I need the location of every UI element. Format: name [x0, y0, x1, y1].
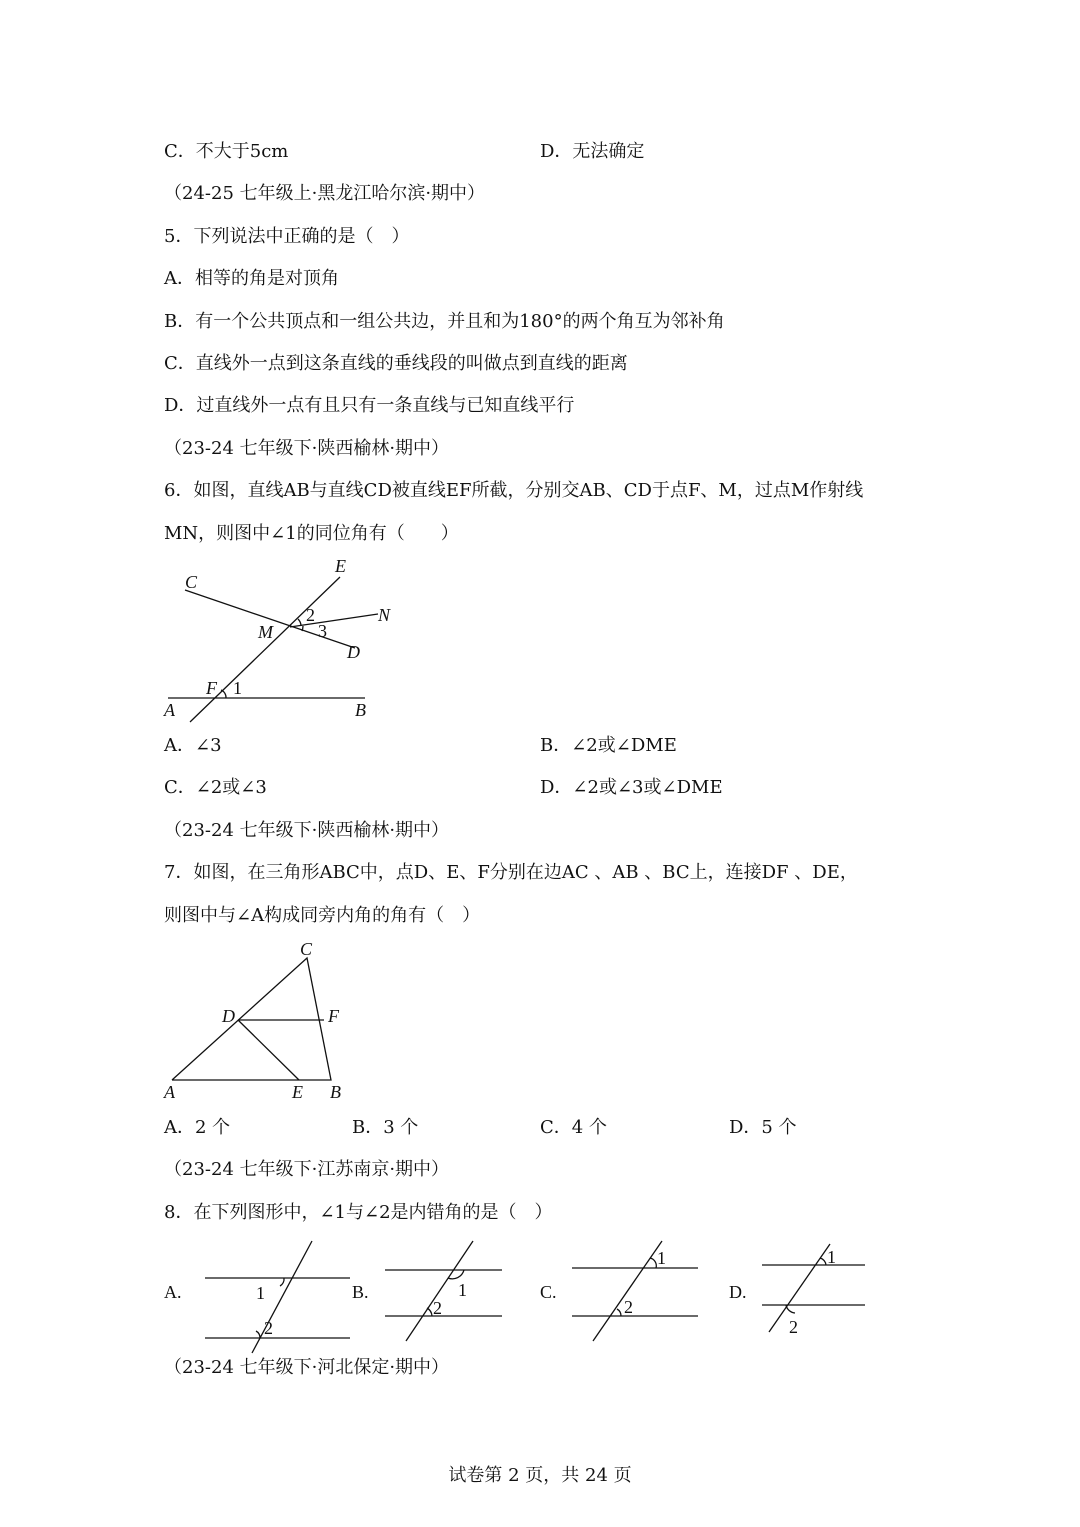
next-question-source: （23-24 七年级下·河北保定·期中） — [164, 1357, 450, 1378]
q6-option-c: C．∠2或∠3 — [164, 777, 267, 798]
q8-option-d-letter: D. — [729, 1282, 747, 1302]
q6-label-f: F — [206, 678, 217, 698]
q7-label-b: B — [330, 1082, 341, 1102]
q4-option-c: C．不大于5cm — [164, 141, 289, 162]
q7-label-e: E — [292, 1082, 303, 1102]
q7-stem-line2: 则图中与∠A构成同旁内角的角有（ ） — [164, 905, 481, 926]
q7-option-c: C．4 个 — [540, 1117, 607, 1138]
q8-a-label-1: 1 — [256, 1283, 265, 1303]
q8-d-label-1: 1 — [827, 1247, 836, 1267]
q8-c-label-2: 2 — [624, 1297, 633, 1317]
q7-stem-line1: 7．如图，在三角形ABC中，点D、E、F分别在边AC 、AB 、BC上，连接DF 、DE， — [164, 862, 858, 883]
q6-source: （23-24 七年级下·陕西榆林·期中） — [164, 438, 450, 459]
q5-option-d: D．过直线外一点有且只有一条直线与已知直线平行 — [164, 395, 575, 416]
q8-stem: 8．在下列图形中，∠1与∠2是内错角的是（ ） — [164, 1202, 553, 1223]
q5-option-a: A．相等的角是对顶角 — [164, 268, 339, 289]
q8-option-a-letter: A. — [164, 1282, 182, 1302]
q6-stem-line2: MN，则图中∠1的同位角有（ ） — [164, 523, 459, 544]
q7-option-a: A．2 个 — [164, 1117, 231, 1138]
q8-c-label-1: 1 — [657, 1248, 666, 1268]
q6-label-n: N — [378, 605, 391, 625]
q7-label-d: D — [222, 1006, 235, 1026]
q5-source: （24-25 七年级上·黑龙江哈尔滨·期中） — [164, 183, 486, 204]
q5-option-b: B．有一个公共顶点和一组公共边，并且和为180°的两个角互为邻补角 — [164, 311, 725, 332]
q8-a-label-2: 2 — [264, 1318, 273, 1338]
q5-stem: 5．下列说法中正确的是（ ） — [164, 226, 410, 247]
q7-label-a: A — [164, 1082, 175, 1102]
q6-label-d: D — [347, 642, 360, 662]
q6-label-3: 3 — [318, 621, 327, 641]
q7-label-c: C — [300, 939, 313, 959]
q7-option-b: B．3 个 — [352, 1117, 419, 1138]
q6-label-c: C — [185, 572, 198, 592]
q6-option-b: B．∠2或∠DME — [540, 735, 677, 756]
q6-label-2: 2 — [306, 605, 315, 625]
page-footer: 试卷第 2 页，共 24 页 — [448, 1465, 632, 1486]
q8-b-label-1: 1 — [458, 1280, 467, 1300]
q8-option-c-letter: C. — [540, 1282, 557, 1302]
q6-stem-line1: 6．如图，直线AB与直线CD被直线EF所截，分别交AB、CD于点F、M，过点M作射线 — [164, 480, 864, 501]
q6-label-m: M — [258, 622, 273, 642]
q6-label-b: B — [355, 700, 366, 720]
q8-option-b-letter: B. — [352, 1282, 369, 1302]
q8-source: （23-24 七年级下·江苏南京·期中） — [164, 1159, 450, 1180]
q8-b-label-2: 2 — [433, 1298, 442, 1318]
q6-label-a: A — [164, 700, 175, 720]
q7-label-f: F — [328, 1006, 339, 1026]
q6-option-a: A．∠3 — [164, 735, 222, 756]
q7-option-d: D．5 个 — [729, 1117, 797, 1138]
q5-option-c: C．直线外一点到这条直线的垂线段的叫做点到直线的距离 — [164, 353, 628, 374]
q4-option-d: D．无法确定 — [540, 141, 645, 162]
q6-option-d: D．∠2或∠3或∠DME — [540, 777, 723, 798]
q7-source: （23-24 七年级下·陕西榆林·期中） — [164, 820, 450, 841]
q8-d-label-2: 2 — [789, 1317, 798, 1337]
q6-label-e: E — [335, 556, 346, 576]
q6-label-1: 1 — [233, 678, 242, 698]
